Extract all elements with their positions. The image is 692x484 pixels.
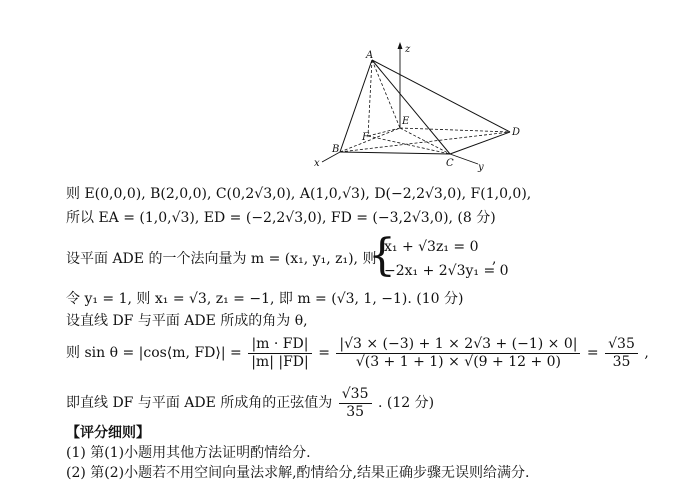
normal-prefix: 设平面 ADE 的一个法向量为 m = (x₁, y₁, z₁), 则	[66, 251, 377, 267]
system-brace: {	[368, 230, 396, 281]
label-E: E	[402, 116, 410, 127]
fraction-1: $\frac{|m \cdot FD|}{|m| |FD|}$	[248, 336, 312, 371]
sin-prefix: 则 sin θ = |cos⟨m, FD⟩| =	[66, 345, 242, 361]
fraction-3: $\frac{√35}{35}$	[605, 336, 638, 371]
fraction-2: $\frac{|√3 \times (-3) + 1 \times 2√3 + (-1) \times 0|}{√(3 + 1 + 1) \times √(9 + 12 + 0)}$	[336, 336, 580, 371]
system-eq2: −2x₁ + 2√3y₁ = 0	[384, 263, 509, 279]
label-F: F	[362, 132, 369, 143]
label-C: C	[446, 158, 454, 169]
scoring-title: 【评分细则】	[66, 425, 150, 441]
scoring-rule-2: (2) 第(2)小题若不用空间向量法求解,酌情给分,结果正确步骤无误则给满分.	[66, 465, 530, 481]
label-D: D	[512, 127, 521, 138]
label-B: B	[332, 144, 340, 155]
conclusion-line: 即直线 DF 与平面 ADE 所成角的正弦值为 $\frac{√35}{35}$ . (12 分)	[66, 385, 435, 420]
scoring-rule-1: (1) 第(1)小题用其他方法证明酌情给分.	[66, 445, 311, 461]
sin-line: 则 sin θ = |cos⟨m, FD⟩| = $\frac{|m \cdot FD|}{|m| |FD|}$ = $\frac{|√3 \times (-3) + 1 \times 2√3 + (-1) \times 0|}{√(3 + 1 + 1) \times √(9 + 12 + 0)}$ = $\frac{√35}{35}$ ,	[66, 335, 649, 370]
label-y: y	[478, 162, 484, 173]
angle-line: 设直线 DF 与平面 ADE 所成的角为 θ,	[66, 313, 308, 329]
label-x: x	[314, 158, 320, 169]
system-end: ,	[492, 251, 497, 267]
label-A: A	[366, 50, 374, 61]
fraction-answer: $\frac{√35}{35}$	[339, 386, 372, 421]
system-eq1: x₁ + √3z₁ = 0	[384, 239, 479, 255]
geometry-figure	[310, 40, 530, 180]
coords-line: 则 E(0,0,0), B(2,0,0), C(0,2√3,0), A(1,0,√3), D(−2,2√3,0), F(1,0,0),	[66, 186, 532, 202]
normal-vector-line	[66, 250, 376, 268]
solution-line: 令 y₁ = 1, 则 x₁ = √3, z₁ = −1, 即 m = (√3, 1, −1). (10 分)	[66, 291, 464, 307]
label-z: z	[405, 44, 411, 55]
vectors-line: 所以 EA = (1,0,√3), ED = (−2,2√3,0), FD = (−3,2√3,0), (8 分)	[66, 210, 496, 226]
